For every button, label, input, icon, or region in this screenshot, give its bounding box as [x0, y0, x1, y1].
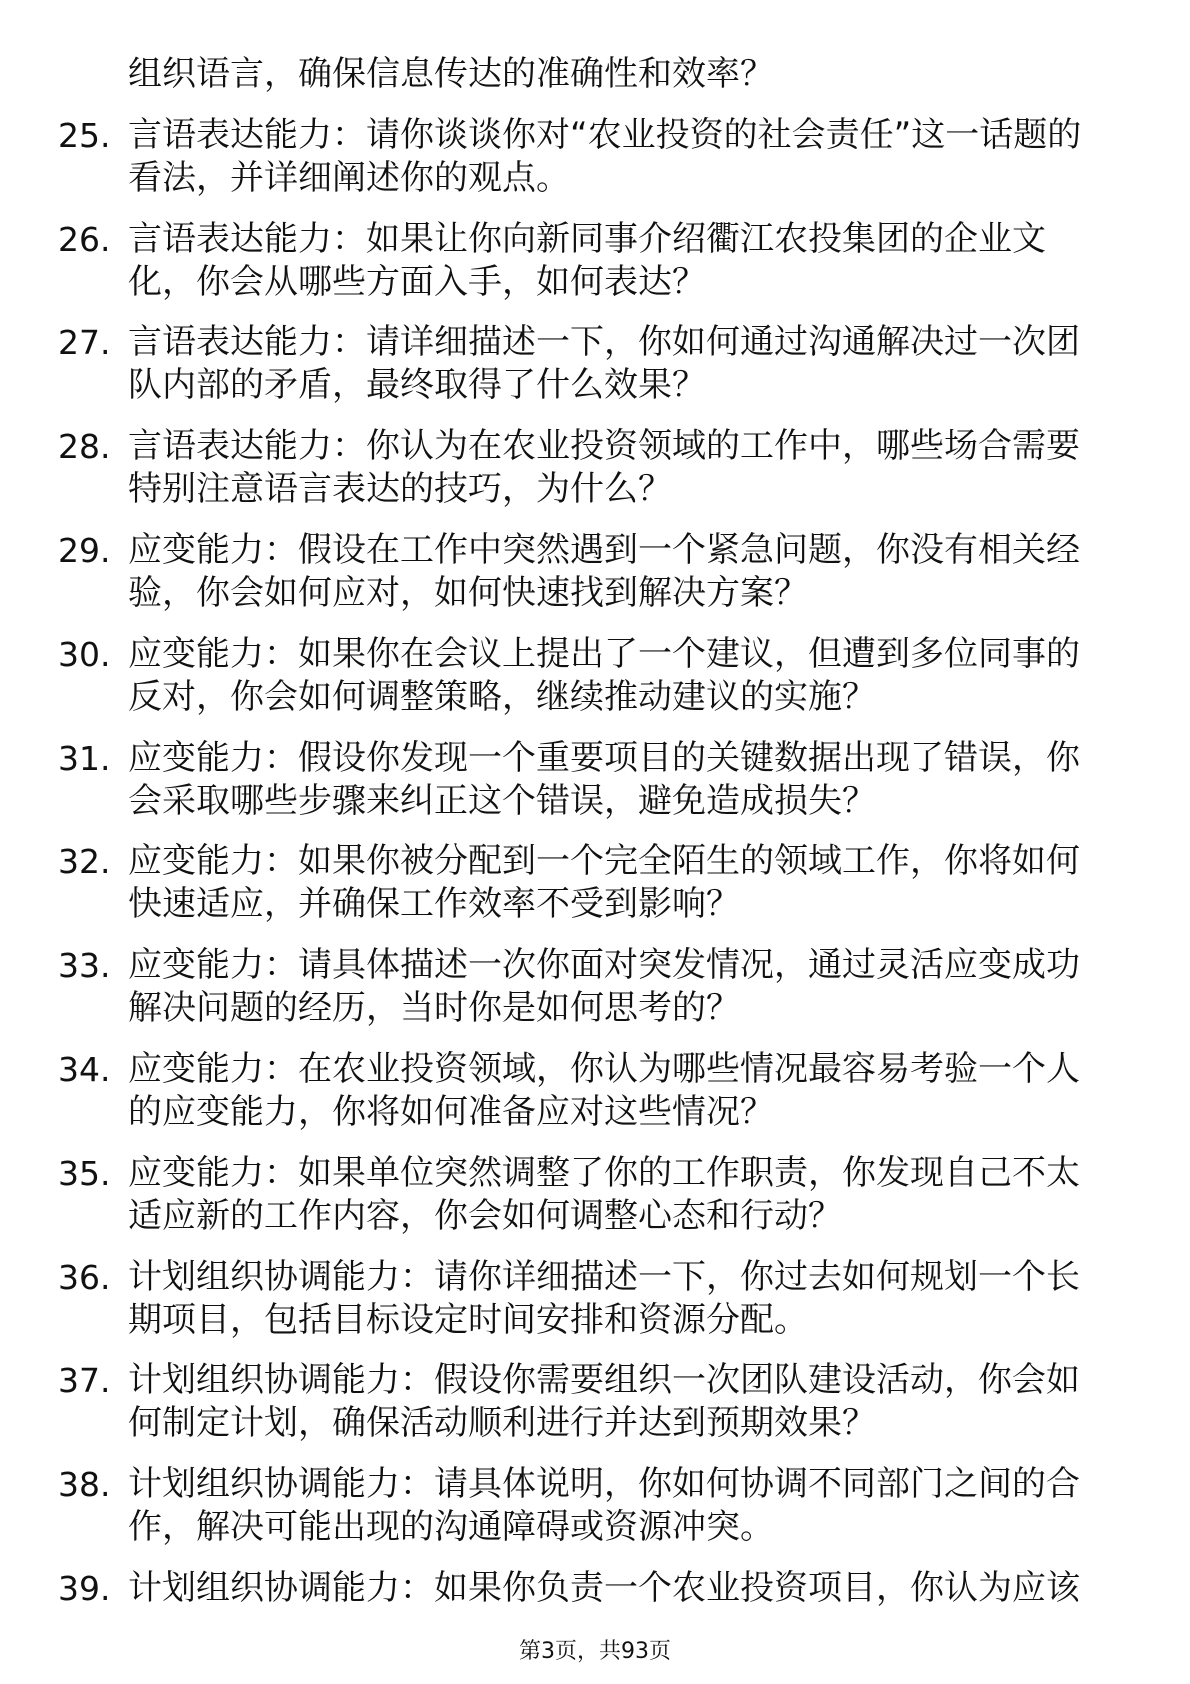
- question-item: [0, 1567, 1190, 1610]
- question-item: [0, 1048, 1190, 1134]
- question-text-line: 特别注意语言表达的技巧，为什么？: [128, 469, 672, 510]
- question-number: 29.: [58, 530, 111, 570]
- question-text-line: 解决问题的经历，当时你是如何思考的？: [128, 988, 740, 1029]
- question-number: 30.: [58, 634, 111, 674]
- question-number: 36.: [58, 1257, 111, 1297]
- question-item: [0, 114, 1190, 200]
- question-text: [128, 425, 1190, 511]
- question-text: [128, 321, 1190, 407]
- question-text: [128, 1152, 1190, 1238]
- question-text: [128, 1359, 1190, 1445]
- question-text-line: 看法，并详细阐述你的观点。: [128, 157, 570, 198]
- question-number: 34.: [58, 1049, 111, 1089]
- question-text-line: 期项目，包括目标设定时间安排和资源分配。: [128, 1299, 808, 1340]
- question-text: [128, 218, 1190, 304]
- question-number: 33.: [58, 946, 111, 986]
- question-text-line: 言语表达能力：你认为在农业投资领域的工作中，哪些场合需要: [128, 426, 1080, 467]
- question-item: [0, 1152, 1190, 1238]
- question-item: [0, 321, 1190, 407]
- question-text-line: 应变能力：假设在工作中突然遇到一个紧急问题，你没有相关经: [128, 529, 1080, 570]
- question-text: [128, 529, 1190, 615]
- question-text-line: 会采取哪些步骤来纠正这个错误，避免造成损失？: [128, 780, 876, 821]
- question-text-line: 何制定计划，确保活动顺利进行并达到预期效果？: [128, 1403, 876, 1444]
- question-item: [0, 737, 1190, 823]
- question-text: [128, 944, 1190, 1030]
- question-text-line: 言语表达能力：如果让你向新同事介绍衢江农投集团的企业文: [128, 218, 1046, 259]
- question-number: 31.: [58, 738, 111, 778]
- page-footer: 第3页，共93页: [519, 1639, 671, 1664]
- question-number: 37.: [58, 1361, 111, 1401]
- question-text-line: 队内部的矛盾，最终取得了什么效果？: [128, 365, 706, 406]
- question-number: 27.: [58, 323, 111, 363]
- question-text-line: 计划组织协调能力：假设你需要组织一次团队建设活动，你会如: [128, 1360, 1080, 1401]
- question-text-line: 应变能力：在农业投资领域，你认为哪些情况最容易考验一个人: [128, 1048, 1080, 1089]
- question-text-line: 应变能力：如果你在会议上提出了一个建议，但遭到多位同事的: [128, 633, 1080, 674]
- question-number: 26.: [58, 219, 111, 259]
- question-text-line: 应变能力：请具体描述一次你面对突发情况，通过灵活应变成功: [128, 945, 1080, 986]
- question-number: 39.: [58, 1568, 111, 1608]
- question-text: [128, 840, 1190, 926]
- question-item: [0, 529, 1190, 615]
- question-list: [0, 53, 1190, 1610]
- question-text-line: 应变能力：如果你被分配到一个完全陌生的领域工作，你将如何: [128, 841, 1080, 882]
- question-item: [0, 1256, 1190, 1342]
- question-text-line: 计划组织协调能力：请你详细描述一下，你过去如何规划一个长: [128, 1256, 1080, 1297]
- question-text-line: 反对，你会如何调整策略，继续推动建议的实施？: [128, 676, 876, 717]
- question-text: [128, 1048, 1190, 1134]
- question-number: 32.: [58, 842, 111, 882]
- question-number: 28.: [58, 427, 111, 467]
- question-text-line: 计划组织协调能力：如果你负责一个农业投资项目，你认为应该: [128, 1567, 1080, 1608]
- question-text-line: 的应变能力，你将如何准备应对这些情况？: [128, 1091, 774, 1132]
- question-item: [0, 218, 1190, 304]
- question-text-line: 应变能力：如果单位突然调整了你的工作职责，你发现自己不太: [128, 1152, 1080, 1193]
- question-text-line: 应变能力：假设你发现一个重要项目的关键数据出现了错误，你: [128, 737, 1080, 778]
- question-text: [128, 1463, 1190, 1549]
- question-text: [128, 114, 1190, 200]
- question-item: [0, 425, 1190, 511]
- question-text-line: 适应新的工作内容，你会如何调整心态和行动？: [128, 1195, 842, 1236]
- question-text-line: 计划组织协调能力：请具体说明，你如何协调不同部门之间的合: [128, 1464, 1080, 1505]
- question-text: [128, 737, 1190, 823]
- continued-question-text: 组织语言，确保信息传达的准确性和效率？: [128, 54, 774, 94]
- question-number: 38.: [58, 1465, 111, 1505]
- question-text-line: 作，解决可能出现的沟通障碍或资源冲突。: [128, 1507, 774, 1548]
- question-text: [128, 633, 1190, 719]
- question-text-line: 验，你会如何应对，如何快速找到解决方案？: [128, 572, 808, 613]
- question-text-line: 快速适应，并确保工作效率不受到影响？: [128, 884, 740, 925]
- question-number: 25.: [58, 115, 111, 155]
- question-item: [0, 1463, 1190, 1549]
- question-items: [0, 114, 1190, 1610]
- question-text-line: 言语表达能力：请详细描述一下，你如何通过沟通解决过一次团: [128, 322, 1080, 363]
- question-item: [0, 944, 1190, 1030]
- question-text-line: 化，你会从哪些方面入手，如何表达？: [128, 261, 706, 302]
- question-item: [0, 840, 1190, 926]
- question-item: [0, 633, 1190, 719]
- question-number: 35.: [58, 1153, 111, 1193]
- question-item: [0, 1359, 1190, 1445]
- question-text: [128, 1567, 1190, 1610]
- question-text-line: 言语表达能力：请你谈谈你对“农业投资的社会责任”这一话题的: [128, 114, 1082, 155]
- question-text: [128, 1256, 1190, 1342]
